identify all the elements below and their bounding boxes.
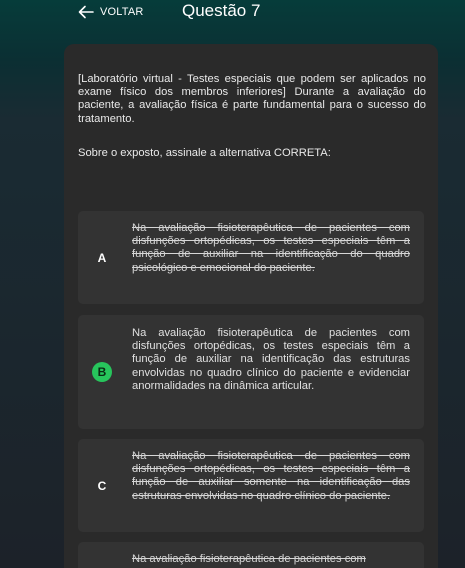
alternative-c-text: Na avaliação fisioterapêutica de pacientes com disfunções ortopédicas, os testes especiais têm a função de auxiliar somente na identificação das estruturas envolvidas no quadro clínico do paciente. bbox=[132, 450, 410, 502]
back-label: VOLTAR bbox=[100, 6, 144, 18]
question-card bbox=[64, 44, 438, 568]
alternative-d[interactable] bbox=[78, 542, 424, 568]
alternative-a-text: Na avaliação fisioterapêutica de pacientes com disfunções ortopédicas, os testes especiais têm a função de auxiliar na identificação do quadro psicológico e emocional do paciente. bbox=[132, 222, 410, 274]
question-prompt: Sobre o exposto, assinale a alternativa CORRETA: bbox=[78, 147, 331, 159]
alternative-c-letter: C bbox=[97, 479, 107, 493]
alternative-a[interactable] bbox=[78, 211, 424, 304]
page-title: Questão 7 bbox=[182, 1, 261, 20]
back-button[interactable] bbox=[78, 4, 144, 20]
arrow-left-icon bbox=[78, 5, 94, 19]
alternative-d-text: Na avaliação fisioterapêutica de pacientes com bbox=[132, 553, 366, 565]
alternative-c[interactable] bbox=[78, 439, 424, 532]
alternative-b-text: Na avaliação fisioterapêutica de pacientes com disfunções ortopédicas, os testes especiais têm a função de auxiliar na identificação das estruturas envolvidas no quadro clínico do paciente e evidenciar anormalidades na dinâmica articular. bbox=[132, 327, 410, 392]
top-bar bbox=[0, 0, 465, 30]
question-statement: [Laboratório virtual - Testes especiais que podem ser aplicados no exame físico dos membros inferiores] Durante a avaliação do paciente, a avaliação física é parte fundamental para o sucesso do tratamento. bbox=[78, 73, 426, 125]
alternative-b[interactable] bbox=[78, 315, 424, 429]
alternative-b-letter: B bbox=[92, 362, 112, 382]
alternative-a-letter: A bbox=[97, 251, 107, 265]
